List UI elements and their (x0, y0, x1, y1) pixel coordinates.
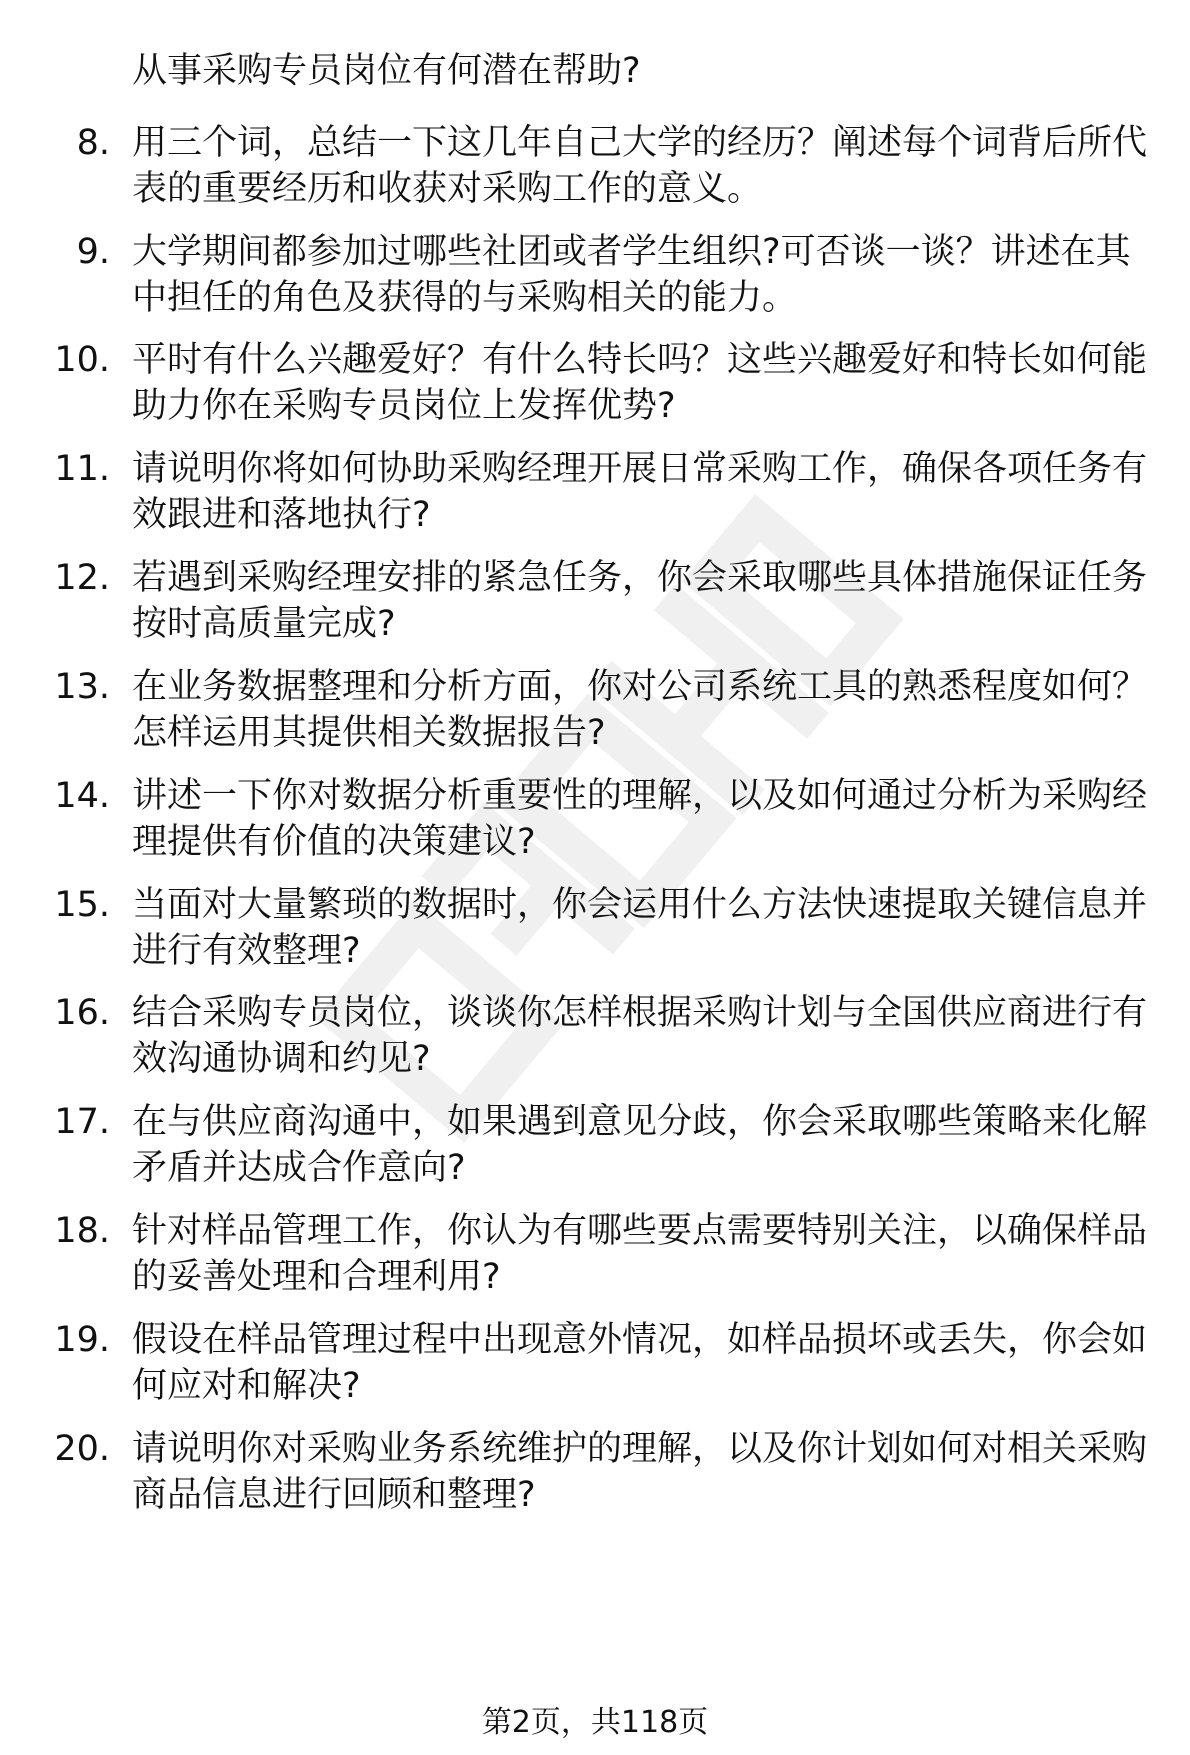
question-number: 16. (54, 993, 110, 1033)
question-number: 17. (54, 1102, 110, 1142)
question-number: 14. (54, 776, 110, 816)
question-text: 在与供应商沟通中，如果遇到意见分歧，你会采取哪些策略来化解矛盾并达成合作意向? (132, 1102, 1148, 1188)
question-number: 13. (54, 667, 110, 707)
question-number: 12. (54, 558, 110, 598)
question-text: 当面对大量繁琐的数据时，你会运用什么方法快速提取关键信息并进行有效整理? (132, 885, 1148, 971)
question-text: 针对样品管理工作，你认为有哪些要点需要特别关注，以确保样品的妥善处理和合理利用? (132, 1211, 1148, 1297)
question-text: 请说明你将如何协助采购经理开展日常采购工作，确保各项任务有效跟进和落地执行? (132, 449, 1148, 535)
question-number: 10. (54, 340, 110, 380)
question-text: 讲述一下你对数据分析重要性的理解，以及如何通过分析为采购经理提供有价值的决策建议? (132, 776, 1148, 862)
question-number: 18. (54, 1211, 110, 1251)
question-text: 若遇到采购经理安排的紧急任务，你会采取哪些具体措施保证任务按时高质量完成? (132, 558, 1148, 644)
question-text: 请说明你对采购业务系统维护的理解，以及你计划如何对相关采购商品信息进行回顾和整理? (132, 1429, 1148, 1515)
question-number: 9. (76, 232, 110, 272)
question-number: 11. (54, 449, 110, 489)
question-number: 15. (54, 885, 110, 925)
page-footer: 第2页，共118页 (481, 1705, 709, 1740)
question-text: 用三个词，总结一下这几年自己大学的经历？阐述每个词背后所代表的重要经历和收获对采购工作的意义。 (132, 123, 1148, 209)
question-number: 19. (54, 1320, 110, 1360)
question-text: 平时有什么兴趣爱好？有什么特长吗？这些兴趣爱好和特长如何能助力你在采购专员岗位上发挥优势? (132, 340, 1148, 426)
question-text: 在业务数据整理和分析方面，你对公司系统工具的熟悉程度如何？怎样运用其提供相关数据报告? (132, 667, 1148, 753)
question-text: 大学期间都参加过哪些社团或者学生组织?可否谈一谈？讲述在其中担任的角色及获得的与采购相关的能力。 (132, 232, 1131, 318)
question-text: 结合采购专员岗位，谈谈你怎样根据采购计划与全国供应商进行有效沟通协调和约见? (132, 993, 1148, 1079)
continuation-text: 从事采购专员岗位有何潜在帮助? (132, 51, 641, 91)
question-number: 20. (54, 1429, 110, 1469)
question-text: 假设在样品管理过程中出现意外情况，如样品损坏或丢失，你会如何应对和解决? (132, 1320, 1148, 1406)
question-number: 8. (76, 123, 110, 163)
